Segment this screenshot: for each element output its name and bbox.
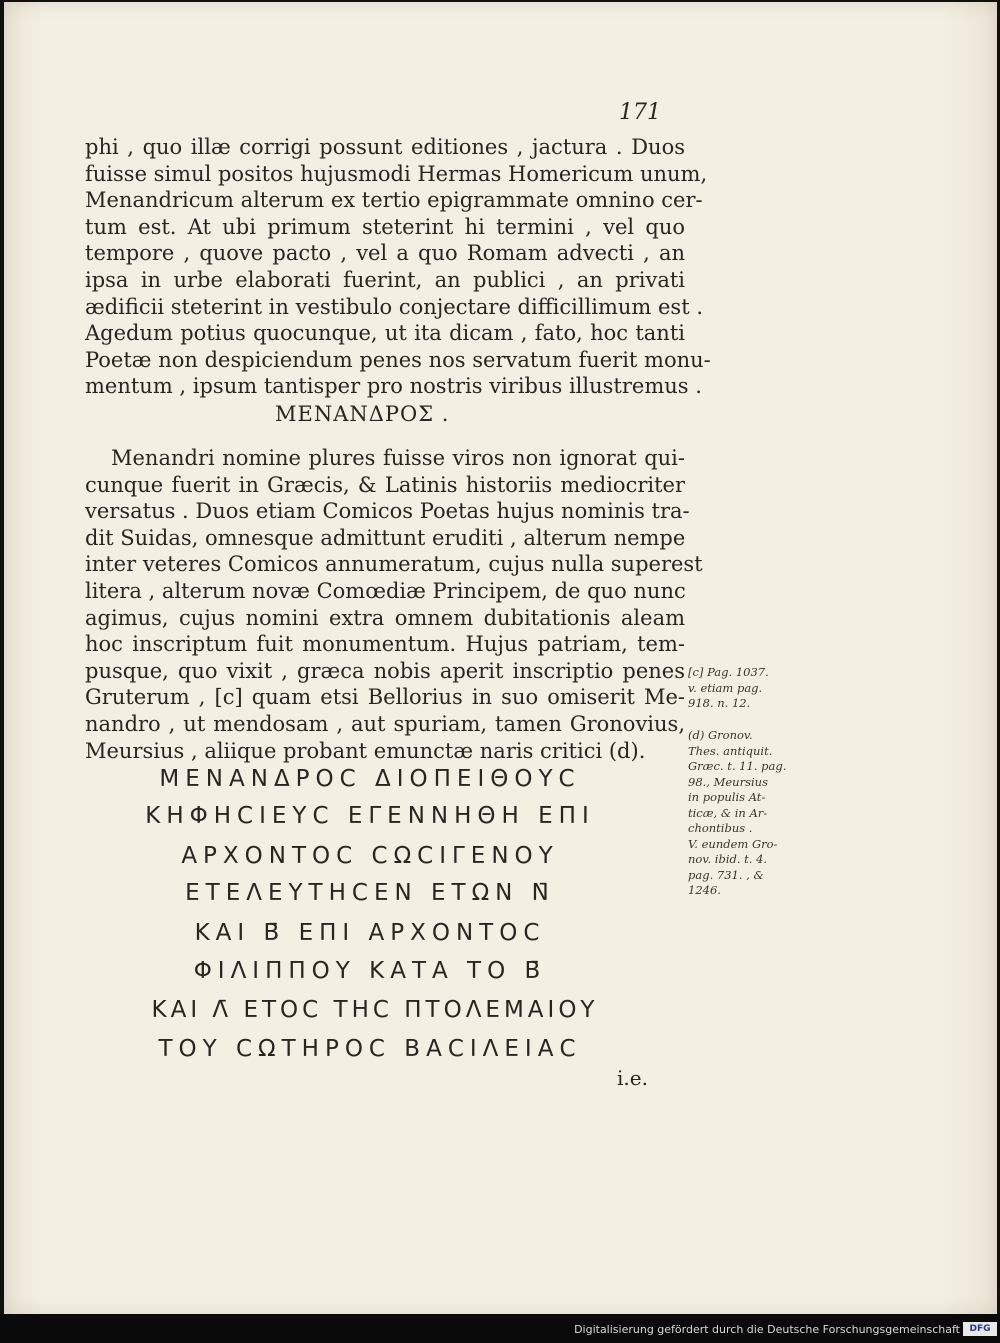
sidenote-line: [c] Pag. 1037. xyxy=(688,665,769,679)
sidenote-line: Græc. t. 11. pag. xyxy=(688,759,787,773)
text-line: cunque fuerit in Græcis, & Latinis historiis mediocriter xyxy=(85,472,685,497)
text-line: ædificii steterint in vestibulo conjectare difficillimum est . xyxy=(85,294,703,319)
text-line: versatus . Duos etiam Comicos Poetas hujus nominis tra- xyxy=(85,499,690,524)
sidenote-line: v. etiam pag. xyxy=(688,680,763,695)
sidenote-line: nov. ibid. t. 4. xyxy=(688,852,768,866)
sidenote-line: V. eundem Gro- xyxy=(688,836,778,851)
sidenote-line: ticæ, & in Ar- xyxy=(688,805,768,820)
text-line: pusque, quo vixit , græca nobis aperit inscriptio penes xyxy=(85,658,685,683)
section-heading: ΜΕΝΑΝΔΡΟΣ . xyxy=(275,402,450,426)
text-line: agimus, cujus nomini extra omnem dubitationis aleam xyxy=(85,605,685,630)
text-line: Meursius , aliique probant emunctæ naris critici (d). xyxy=(85,738,646,763)
inscription-line: ΚΗΦΗϹΙΕΥϹ ΕΓΕΝΝΗΘΗ ΕΠΙ xyxy=(145,803,595,829)
sidenote-line: in populis At- xyxy=(688,790,766,804)
text-line: mentum , ipsum tantisper pro nostris viribus illustremus . xyxy=(85,374,702,399)
inscription-line: ΕΤΕΛΕΥΤΗϹΕΝ ΕΤΩΝ Ν̄ xyxy=(185,880,555,906)
inscription-line: ΑΡΧΟΝΤΟϹ ϹΩϹΙΓΕΝΟΥ xyxy=(181,843,559,869)
text-line: litera , alterum novæ Comœdiæ Principem, de quo nunc xyxy=(85,578,686,603)
text-line: tempore , quove pacto , vel a quo Romam advecti , an xyxy=(85,241,685,266)
sidenote-line: chontibus . xyxy=(688,821,753,835)
sidenote-c xyxy=(688,665,794,712)
text-line: hoc inscriptum fuit monumentum. Hujus patriam, tem- xyxy=(85,632,685,657)
inscription-line: ΤΟΥ ϹΩΤΗΡΟϹ ΒΑϹΙΛΕΙΑϹ xyxy=(158,1036,582,1062)
sidenote-d xyxy=(688,728,794,899)
sidenote-line: (d) Gronov. xyxy=(688,728,753,742)
sidenote-line: 98., Meursius xyxy=(688,774,768,789)
text-line: Agedum potius quocunque, ut ita dicam , fato, hoc tanti xyxy=(85,321,685,346)
sidenote-line: Thes. antiquit. xyxy=(688,743,773,758)
ie-abbreviation: i.e. xyxy=(617,1066,648,1090)
text-line: fuisse simul positos hujusmodi Hermas Homericum unum, xyxy=(85,161,708,186)
footer-credit: Digitalisierung gefördert durch die Deutsche Forschungsgemeinschaft xyxy=(574,1323,960,1336)
text-line: nandro , ut mendosam , aut spuriam, tamen Gronovius, xyxy=(85,711,685,736)
page-number: 171 xyxy=(619,100,661,125)
text-line: Gruterum , [c] quam etsi Bellorius in suo omiserit Me- xyxy=(85,685,685,710)
inscription-line: ΚΑΙ Β̄ ΕΠΙ ΑΡΧΟΝΤΟϹ xyxy=(194,920,546,946)
text-line: Menandricum alterum ex tertio epigrammate omnino cer- xyxy=(85,188,703,213)
inscription-line: ΚΑΙ Λ̄ ΕΤΟϹ ΤΗϹ ΠΤΟΛΕΜΑΙΟΥ xyxy=(151,997,599,1023)
dfg-logo: DFG xyxy=(963,1322,997,1336)
paragraph-1 xyxy=(85,134,711,400)
paragraph-2 xyxy=(85,445,703,764)
text-line: Menandri nomine plures fuisse viros non ignorat qui- xyxy=(111,446,685,470)
text-line: Poetæ non despiciendum penes nos servatum fuerit monu- xyxy=(85,347,711,372)
text-line: dit Suidas, omnesque admittunt eruditi , alterum nempe xyxy=(85,525,686,550)
sidenote-line: 1246. xyxy=(688,883,721,897)
inscription-line: ΦΙΛΙΠΠΟΥ ΚΑΤΑ ΤΟ Β̄ xyxy=(193,958,547,984)
text-line: ipsa in urbe elaborati fuerint, an publici , an privati xyxy=(85,267,685,292)
sidenote-line: pag. 731. , & xyxy=(688,867,764,882)
text-line: tum est. At ubi primum steterint hi termini , vel quo xyxy=(85,214,685,239)
text-line: phi , quo illæ corrigi possunt editiones , jactura . Duos xyxy=(85,135,685,159)
inscription-line: ΜΕΝΑΝΔΡΟϹ ΔΙΟΠΕΙΘΟΥϹ xyxy=(159,766,581,792)
text-line: inter veteres Comicos annumeratum, cujus nulla superest xyxy=(85,552,703,577)
sidenote-line: 918. n. 12. xyxy=(688,696,751,710)
